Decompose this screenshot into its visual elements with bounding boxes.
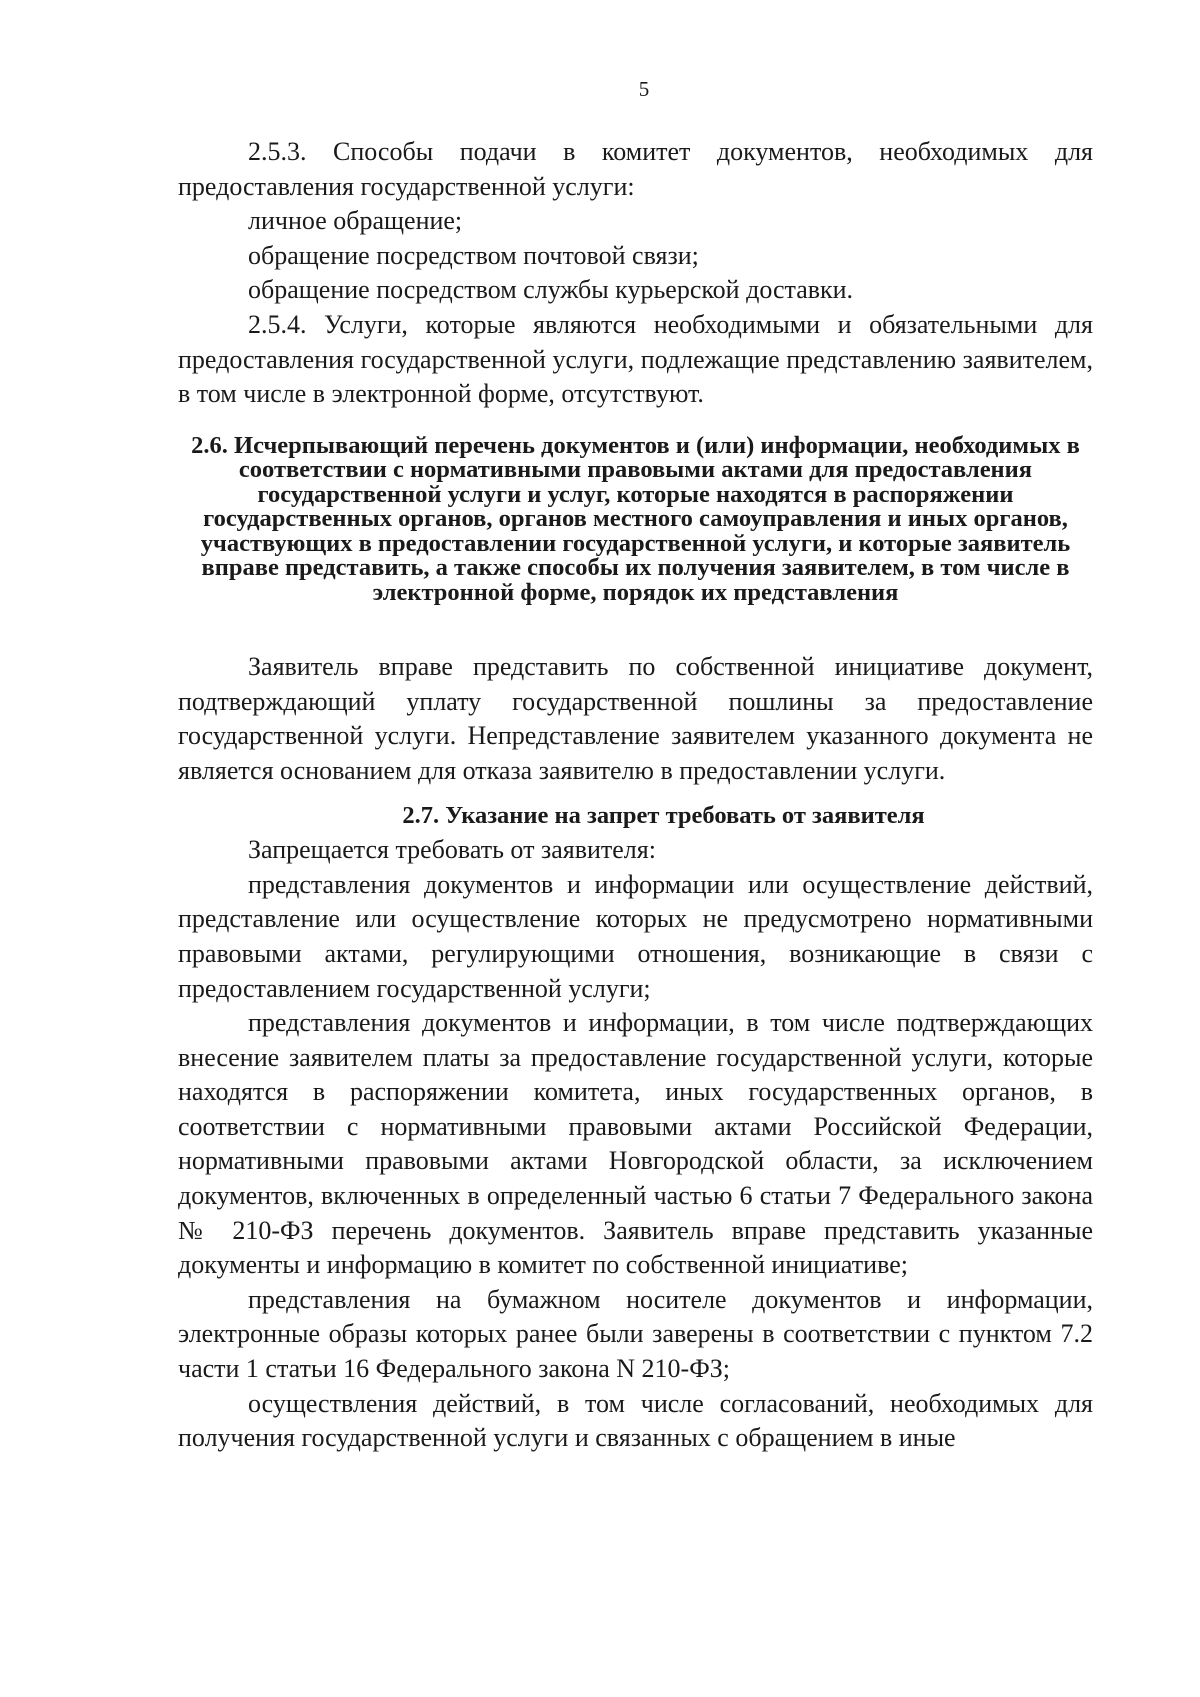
paragraph-2-7-item-2: представления документов и информации, в том числе подтверждающих внесение заявителем платы за предоставление государственной услуги, которые находятся в распоряжении комитета, иных государственных органов, в соответствии с нормативными правовыми актами Российской Федерации, нормативными правовыми актами Новгородской области, за исключением документов, включенных в определенный частью 6 статьи 7 Федерального закона № 210-ФЗ перечень документов. Заявитель вправе представить указанные документы и информацию в комитет по собственной инициативе; [178,1008,1093,1280]
document-body [178,135,1093,1456]
paragraph-2-7-item-4: осуществления действий, в том числе согласований, необходимых для получения государственной услуги и связанных с обращением в иные [178,1388,1093,1453]
paragraph-2-6-body: Заявитель вправе представить по собственной инициативе документ, подтверждающий уплату государственной пошлины за предоставление государственной услуги. Непредставление заявителем указанного документа не является основанием для отказа заявителю в предоставлении услуги. [178,652,1093,786]
paragraph-2-7-item-3: представления на бумажном носителе документов и информации, электронные образы которых ранее были заверены в соответствии с пунктом 7.2 части 1 статьи 16 Федерального закона N 210-ФЗ; [178,1284,1093,1384]
list-item-courier-appeal: обращение посредством службы курьерской доставки. [248,275,854,305]
paragraph-2-7-intro: Запрещается требовать от заявителя: [248,835,656,865]
list-item-personal-appeal: личное обращение; [248,206,463,236]
paragraph-2-7-item-1: представления документов и информации или осуществление действий, представление или осуществление которых не предусмотрено нормативными правовыми актами, регулирующими отношения, возникающие в связи с предоставлением государственной услуги; [178,869,1093,1003]
list-item-postal-appeal: обращение посредством почтовой связи; [248,240,699,270]
paragraph-2-5-4: 2.5.4. Услуги, которые являются необходимыми и обязательными для предоставления государственной услуги, подлежащие представлению заявителем, в том числе в электронной форме, отсутствуют. [178,309,1093,409]
section-heading-2-7: 2.7. Указание на запрет требовать от заявителя [402,801,925,829]
page-number: 5 [638,77,650,101]
paragraph-2-5-3: 2.5.3. Способы подачи в комитет документов, необходимых для предоставления государственной услуги: [178,137,1093,201]
section-heading-2-6: 2.6. Исчерпывающий перечень документов и (или) информации, необходимых в соответствии с нормативными правовыми актами для предоставления государственной услуги и услуг, которые находятся в распоряжении государственных органов, органов местного самоуправления и иных органов, участвующих в предоставлении государственной услуги, и которые заявитель вправе представить, а также способы их получения заявителем, в том числе в электронной форме, порядок их представления [191,431,1080,606]
